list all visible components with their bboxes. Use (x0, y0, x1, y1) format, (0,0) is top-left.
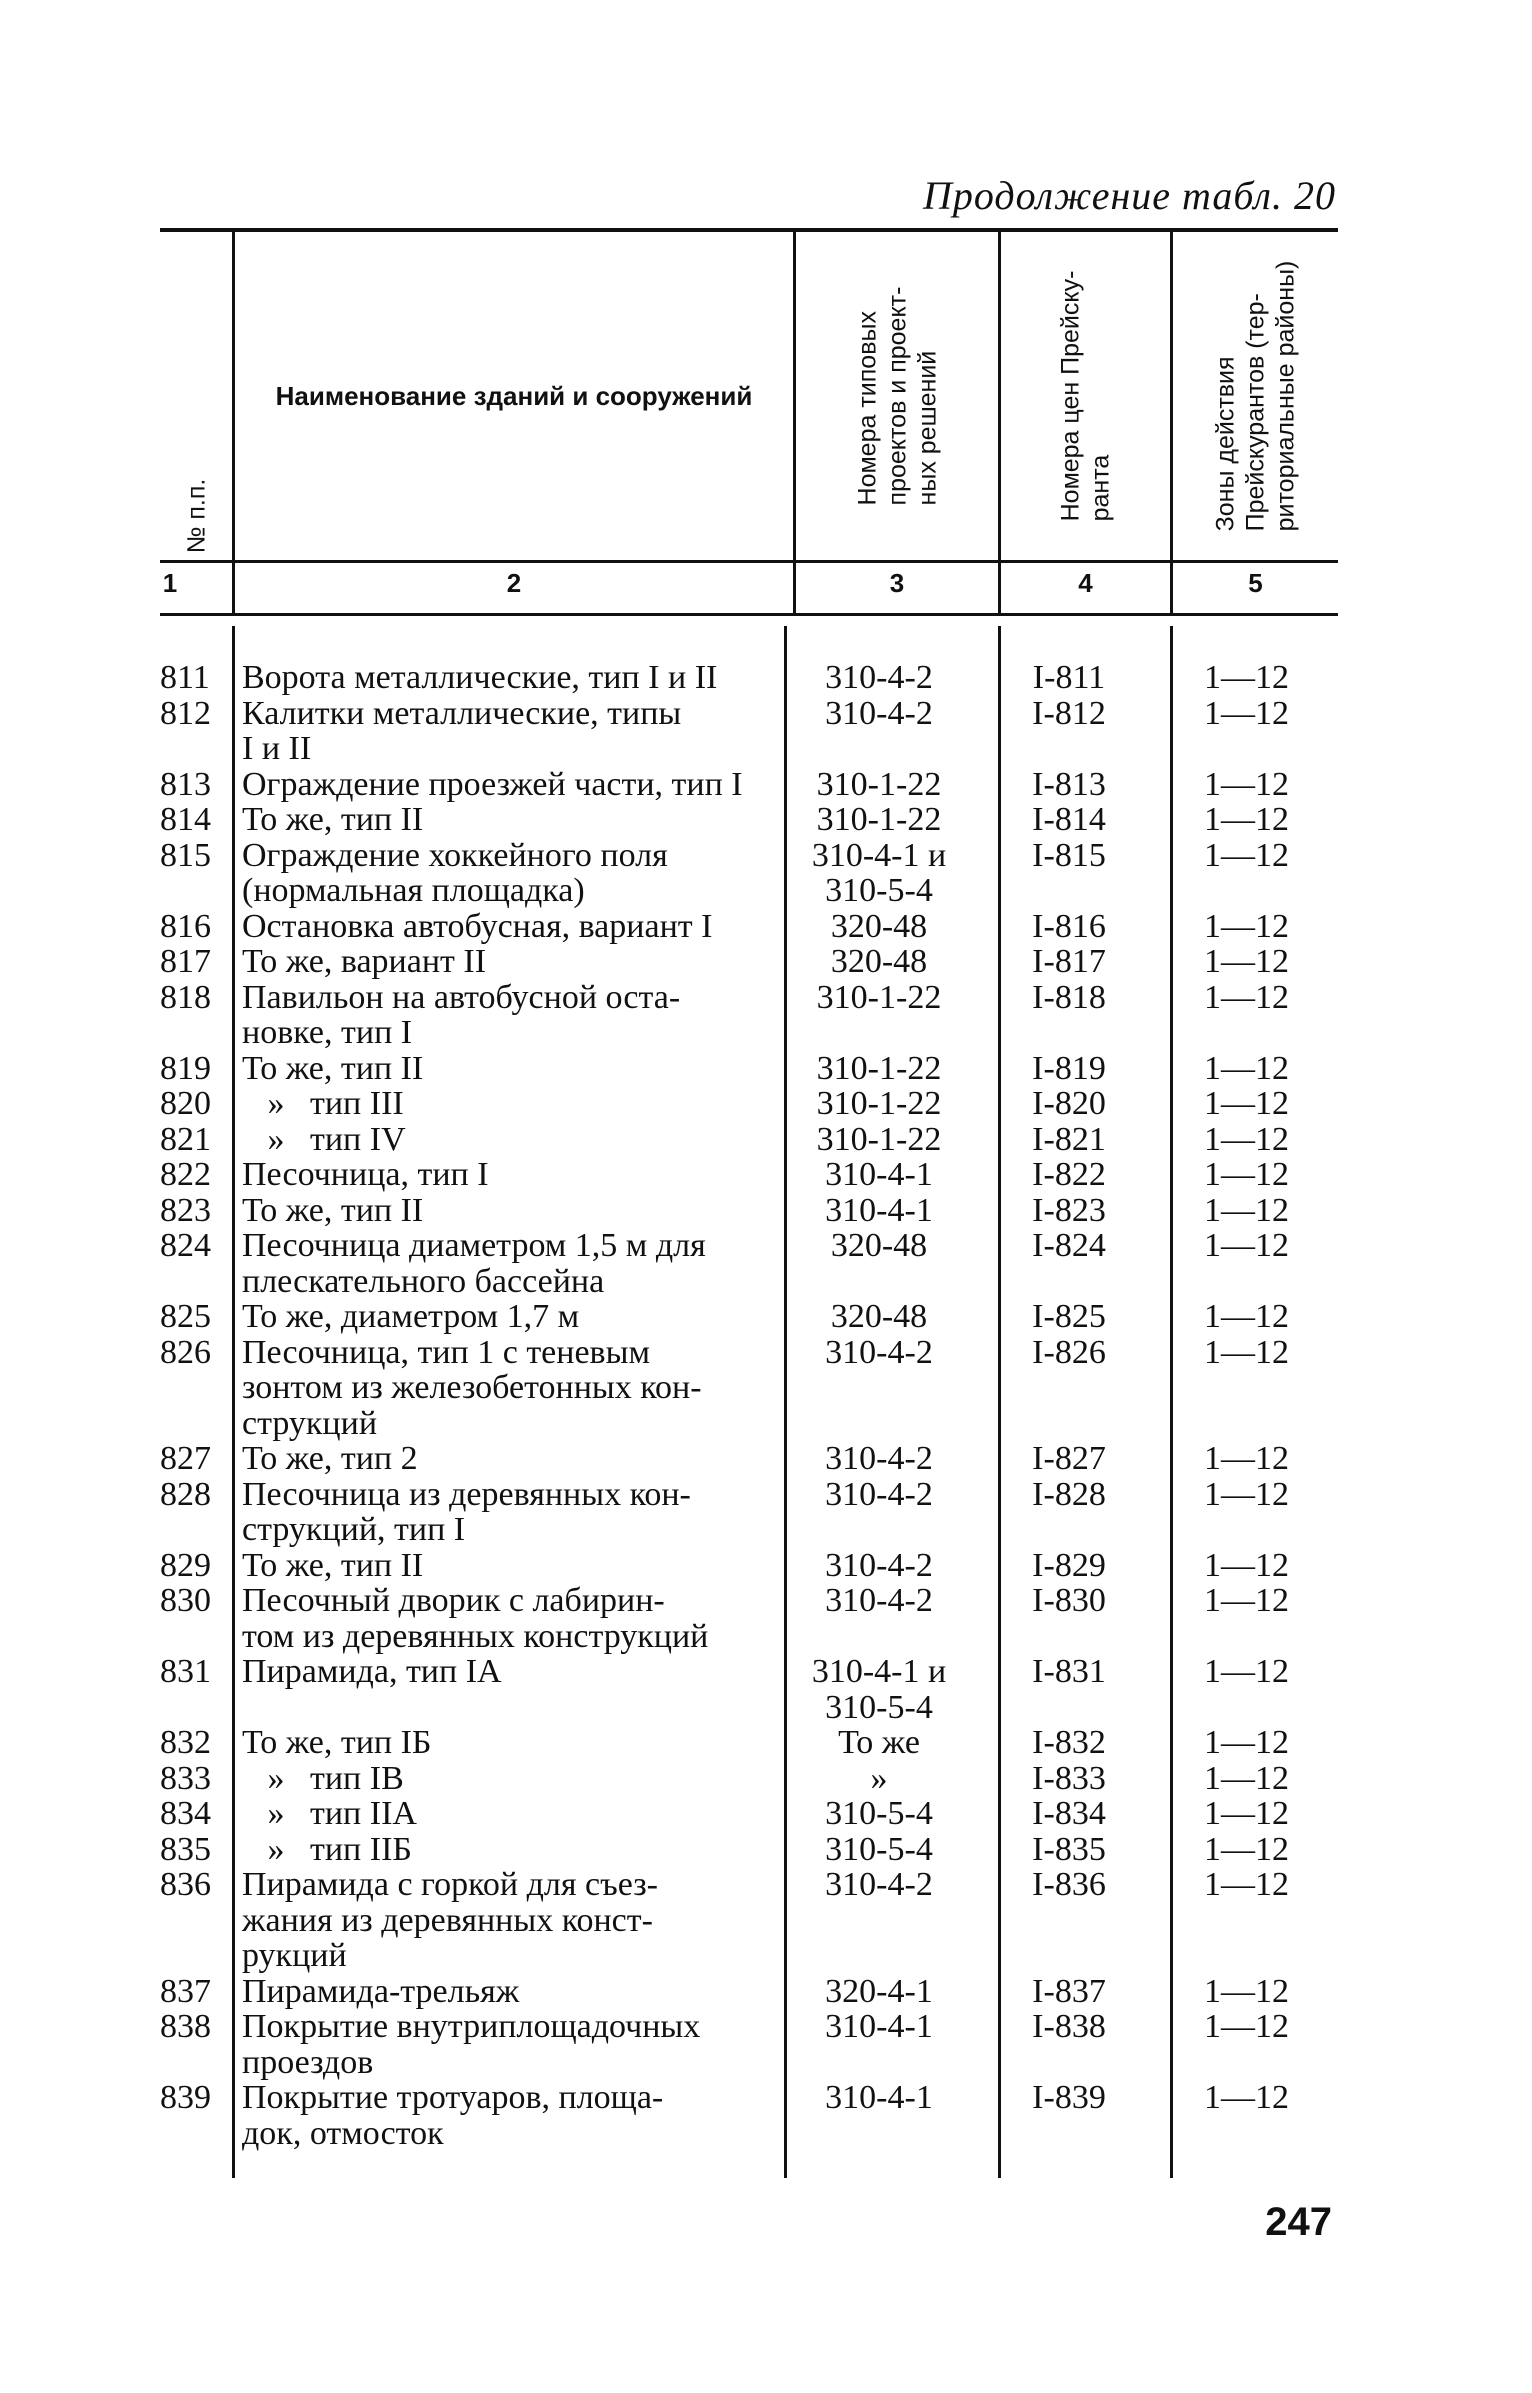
column-number: 3 (889, 568, 905, 598)
table-row (160, 1335, 1338, 1442)
row-name (230, 1441, 775, 1477)
row-zone: 1—12 (1204, 1582, 1289, 1619)
row-zone: 1—12 (1204, 978, 1289, 1016)
column-number: 1 (162, 568, 178, 598)
row-project (775, 1832, 983, 1868)
table-row (160, 696, 1338, 767)
row-zone: 1—12 (1204, 694, 1289, 732)
table-row (160, 1086, 1338, 1122)
row-name (230, 1761, 775, 1797)
row-name-line: Ограждение проезжей части, тип I (242, 765, 743, 803)
row-project-line: 320-48 (830, 943, 928, 980)
row-name-line: То же, тип II (242, 801, 424, 838)
row-name (230, 2080, 775, 2151)
row-project-line: 320-4-1 (825, 1972, 933, 2010)
row-project-line: 310-5-4 (825, 1830, 933, 1868)
table-row (160, 1583, 1338, 1654)
row-price: I-831 (1032, 1653, 1106, 1690)
table-row (160, 1477, 1338, 1548)
table-row (160, 980, 1338, 1051)
row-price: I-818 (1032, 978, 1106, 1016)
row-name (230, 1796, 775, 1832)
row-name (230, 696, 775, 767)
row-project (775, 1299, 983, 1335)
row-project (775, 802, 983, 838)
row-name (230, 1122, 775, 1158)
table-row (160, 1051, 1338, 1087)
row-name-line: Покрытие внутриплощадочных (242, 2008, 701, 2045)
price-table (160, 228, 1338, 2178)
row-project (775, 1051, 983, 1087)
row-project-line: 310-4-1 и (811, 1653, 947, 1690)
row-number: 824 (160, 1227, 211, 1264)
row-project (775, 1796, 983, 1832)
header-zone-line: Прейскурантов (тер- (1241, 293, 1270, 532)
row-name-line: жания из деревянных конст- (242, 1901, 653, 1939)
row-name-line: » тип IB (242, 1759, 404, 1797)
row-name (230, 1725, 775, 1761)
row-number: 830 (160, 1582, 211, 1619)
header-price-label (1056, 271, 1116, 522)
row-name-line: » тип IIБ (242, 1830, 412, 1868)
row-name (230, 1548, 775, 1584)
row-project (775, 1725, 983, 1761)
row-number: 838 (160, 2008, 211, 2045)
row-name-line: То же, тип IБ (242, 1724, 432, 1761)
row-zone: 1—12 (1204, 1830, 1289, 1868)
row-number: 836 (160, 1866, 211, 1903)
row-name-line: Песочный дворик с лабирин- (242, 1582, 665, 1619)
row-name-line: То же, вариант II (242, 943, 487, 980)
row-name-line: проездов (242, 2043, 374, 2081)
row-project-line: 310-1-22 (816, 1120, 942, 1158)
row-number: 834 (160, 1795, 211, 1832)
row-project-line: 310-5-4 (825, 1688, 933, 1726)
row-zone: 1—12 (1204, 1653, 1289, 1690)
row-zone: 1—12 (1204, 1120, 1289, 1158)
row-name (230, 980, 775, 1051)
row-project-line: 310-4-2 (825, 1582, 933, 1619)
header-price-line: Номера цен Прейску- (1056, 270, 1085, 522)
row-project-line: 310-5-4 (825, 1795, 933, 1832)
row-zone: 1—12 (1204, 1475, 1289, 1513)
row-price: I-839 (1032, 2079, 1106, 2116)
row-price: I-820 (1032, 1085, 1106, 1122)
row-zone: 1—12 (1204, 1546, 1289, 1584)
column-number-rule (160, 613, 1338, 616)
row-project (775, 2009, 983, 2045)
row-zone: 1—12 (1204, 1227, 1289, 1264)
row-price: I-835 (1032, 1830, 1106, 1868)
row-name-line: То же, диаметром 1,7 м (242, 1298, 580, 1335)
row-project-line: 310-4-2 (825, 1440, 933, 1477)
row-name (230, 660, 775, 696)
row-price: I-824 (1032, 1227, 1106, 1264)
row-name (230, 1654, 775, 1690)
header-project-line: проектов и проект- (883, 286, 912, 506)
row-name-line: То же, тип 2 (242, 1440, 418, 1477)
row-zone: 1—12 (1204, 1866, 1289, 1903)
row-project (775, 767, 983, 803)
row-name-line: струкций, тип I (242, 1511, 466, 1548)
row-name-line: Пирамида, тип IA (242, 1653, 502, 1690)
row-name (230, 1974, 775, 2010)
row-name-line: » тип IV (242, 1120, 406, 1158)
row-zone: 1—12 (1204, 1191, 1289, 1229)
row-project-line: » (870, 1759, 888, 1797)
header-price (1001, 232, 1170, 560)
row-number: 828 (160, 1475, 211, 1513)
header-project-line: Номера типовых (853, 311, 882, 506)
row-price: I-836 (1032, 1866, 1106, 1903)
table-row (160, 838, 1338, 909)
table-caption: Продолжение табл. 20 (922, 173, 1336, 218)
row-number: 813 (160, 765, 211, 803)
row-name-line: Калитки металлические, типы (242, 694, 682, 732)
header-zone-line: риториальные районы) (1271, 260, 1300, 532)
table-row (160, 1228, 1338, 1299)
row-number: 832 (160, 1724, 211, 1761)
table-row (160, 1832, 1338, 1868)
row-number: 814 (160, 801, 211, 838)
header-zone (1173, 232, 1338, 560)
row-zone: 1—12 (1204, 836, 1289, 874)
row-number: 819 (160, 1049, 211, 1087)
row-project (775, 944, 983, 980)
row-price: I-838 (1032, 2008, 1106, 2045)
row-number: 823 (160, 1191, 211, 1229)
row-zone: 1—12 (1204, 907, 1289, 945)
row-project (775, 909, 983, 945)
column-number: 2 (506, 568, 522, 598)
table-row (160, 1193, 1338, 1229)
row-project-line: 310-1-22 (816, 765, 942, 803)
row-project (775, 1193, 983, 1229)
header-project-line: ных решений (913, 350, 942, 506)
row-name (230, 1867, 775, 1974)
row-name-line: Песочница диаметром 1,5 м для (242, 1227, 706, 1264)
row-name (230, 2009, 775, 2080)
header-name-label: Наименование зданий и сооружений (275, 380, 753, 411)
row-project (775, 696, 983, 732)
row-name-line: » тип III (242, 1085, 404, 1122)
row-number: 827 (160, 1440, 211, 1477)
row-project (775, 1086, 983, 1122)
row-name (230, 802, 775, 838)
row-name-line: плескательного бассейна (242, 1262, 605, 1300)
row-price: I-828 (1032, 1475, 1106, 1513)
row-zone: 1—12 (1204, 1724, 1289, 1761)
row-name-line: Пирамида с горкой для съез- (242, 1866, 658, 1903)
table-row (160, 802, 1338, 838)
row-price: I-819 (1032, 1049, 1106, 1087)
row-zone: 1—12 (1204, 2079, 1289, 2116)
row-price: I-821 (1032, 1120, 1106, 1158)
row-number: 825 (160, 1298, 211, 1335)
row-price: I-822 (1032, 1156, 1106, 1193)
row-name-line: То же, тип II (242, 1546, 424, 1584)
row-name-line: Песочница, тип 1 с теневым (242, 1333, 650, 1371)
row-price: I-830 (1032, 1582, 1106, 1619)
row-project (775, 1654, 983, 1725)
row-project-line: 310-4-1 и (811, 836, 947, 874)
column-number: 5 (1248, 568, 1263, 598)
row-project-line: 310-4-2 (825, 1866, 933, 1903)
row-project-line: 310-4-1 (825, 1191, 933, 1229)
row-name (230, 1228, 775, 1299)
table-row (160, 660, 1338, 696)
row-name (230, 1335, 775, 1442)
row-zone: 1—12 (1204, 2008, 1289, 2045)
row-name-line: I и II (242, 730, 312, 767)
row-number: 821 (160, 1120, 211, 1158)
row-name-line: Ограждение хоккейного поля (242, 836, 668, 874)
row-project (775, 1974, 983, 2010)
row-price: I-817 (1032, 943, 1106, 980)
row-name-line: Покрытие тротуаров, площа- (242, 2079, 664, 2116)
header-zone-line: Зоны действия (1211, 356, 1240, 532)
row-project-line: 320-48 (830, 1298, 928, 1335)
row-project-line: 310-1-22 (816, 1085, 942, 1122)
row-project-line: 320-48 (830, 1227, 928, 1264)
row-number: 826 (160, 1333, 211, 1371)
row-project (775, 1548, 983, 1584)
header-number-label: № п.п. (182, 478, 211, 554)
table-row (160, 1157, 1338, 1193)
row-project-line: 310-4-2 (825, 659, 933, 696)
row-project-line: 310-4-2 (825, 1333, 933, 1371)
row-name (230, 1051, 775, 1087)
row-project-line: 310-1-22 (816, 1049, 942, 1087)
table-row (160, 1725, 1338, 1761)
row-zone: 1—12 (1204, 1298, 1289, 1335)
row-price: I-816 (1032, 907, 1106, 945)
row-name-line: Ворота металлические, тип I и II (242, 659, 718, 696)
row-price: I-823 (1032, 1191, 1106, 1229)
row-price: I-832 (1032, 1724, 1106, 1761)
header-price-line: ранта (1086, 454, 1115, 522)
table-row (160, 1974, 1338, 2010)
row-zone: 1—12 (1204, 943, 1289, 980)
table-row (160, 1122, 1338, 1158)
row-price: I-825 (1032, 1298, 1106, 1335)
row-number: 812 (160, 694, 211, 732)
row-number: 839 (160, 2079, 211, 2116)
row-zone: 1—12 (1204, 1440, 1289, 1477)
row-price: I-811 (1032, 659, 1106, 696)
row-name-line: док, отмосток (242, 2114, 444, 2152)
row-number: 818 (160, 978, 211, 1016)
row-name-line: То же, тип II (242, 1049, 424, 1087)
row-project-line: То же (838, 1724, 920, 1761)
row-name (230, 767, 775, 803)
table-row (160, 1761, 1338, 1797)
row-name-line: (нормальная площадка) (242, 872, 585, 909)
row-zone: 1—12 (1204, 801, 1289, 838)
row-price: I-833 (1032, 1759, 1106, 1797)
row-name-line: » тип IIA (242, 1795, 417, 1832)
table-row (160, 1796, 1338, 1832)
page-number: 247 (1265, 2200, 1332, 2244)
row-name (230, 1157, 775, 1193)
row-project-line: 310-1-22 (816, 978, 942, 1016)
header-rule (160, 560, 1338, 563)
row-name (230, 1583, 775, 1654)
row-name-line: зонтом из железобетонных кон- (242, 1369, 702, 1406)
row-name-line: То же, тип II (242, 1191, 424, 1229)
table-row (160, 1867, 1338, 1974)
row-number: 817 (160, 943, 211, 980)
row-project-line: 310-4-1 (825, 2008, 933, 2045)
header-project (796, 232, 998, 560)
row-name-line: Остановка автобусная, вариант I (242, 907, 713, 945)
row-project-line: 310-5-4 (825, 872, 933, 909)
row-number: 811 (160, 659, 210, 696)
table-row (160, 1654, 1338, 1725)
header-name (235, 232, 793, 560)
table-row (160, 1441, 1338, 1477)
row-zone: 1—12 (1204, 1795, 1289, 1832)
row-number: 829 (160, 1546, 211, 1584)
column-number: 4 (1078, 568, 1093, 598)
row-price: I-812 (1032, 694, 1106, 732)
row-price: I-814 (1032, 801, 1106, 838)
row-price: I-837 (1032, 1972, 1106, 2010)
row-number: 822 (160, 1156, 211, 1193)
row-price: I-829 (1032, 1546, 1106, 1584)
row-zone: 1—12 (1204, 1759, 1289, 1797)
row-number: 815 (160, 836, 211, 874)
row-name (230, 1832, 775, 1868)
row-project (775, 1157, 983, 1193)
row-project-line: 310-1-22 (816, 801, 942, 838)
row-name (230, 909, 775, 945)
row-project-line: 310-4-1 (825, 2079, 933, 2116)
header-zone-label (1211, 261, 1301, 532)
row-project-line: 310-4-2 (825, 694, 933, 732)
table-body (160, 660, 1338, 2151)
row-project-line: 320-48 (830, 907, 928, 945)
table-row (160, 2009, 1338, 2080)
row-zone: 1—12 (1204, 1049, 1289, 1087)
row-zone: 1—12 (1204, 1972, 1289, 2010)
row-name (230, 1086, 775, 1122)
row-project (775, 1477, 983, 1513)
row-name (230, 1299, 775, 1335)
row-project (775, 1867, 983, 1903)
row-project-line: 310-4-2 (825, 1475, 933, 1513)
row-project (775, 1583, 983, 1619)
table-row (160, 2080, 1338, 2151)
header-project-label (852, 287, 942, 506)
row-number: 835 (160, 1830, 211, 1868)
row-name (230, 1193, 775, 1229)
row-project (775, 1335, 983, 1371)
row-price: I-815 (1032, 836, 1106, 874)
row-zone: 1—12 (1204, 1085, 1289, 1122)
row-project (775, 2080, 983, 2116)
row-project (775, 1761, 983, 1797)
row-number: 833 (160, 1759, 211, 1797)
row-project-line: 310-4-2 (825, 1546, 933, 1584)
table-row (160, 909, 1338, 945)
row-name (230, 1477, 775, 1548)
row-name-line: рукций (242, 1937, 347, 1974)
row-price: I-834 (1032, 1795, 1106, 1832)
row-name-line: Пирамида-трельяж (242, 1972, 520, 2010)
row-name-line: струкций (242, 1404, 378, 1442)
row-project (775, 660, 983, 696)
table-row (160, 1299, 1338, 1335)
table-row (160, 1548, 1338, 1584)
row-price: I-813 (1032, 765, 1106, 803)
row-price: I-826 (1032, 1333, 1106, 1371)
row-price: I-827 (1032, 1440, 1106, 1477)
row-project (775, 838, 983, 909)
row-zone: 1—12 (1204, 1333, 1289, 1371)
row-zone: 1—12 (1204, 659, 1289, 696)
row-zone: 1—12 (1204, 1156, 1289, 1193)
row-project-line: 310-4-1 (825, 1156, 933, 1193)
header-number (160, 232, 232, 560)
row-project (775, 1441, 983, 1477)
row-name-line: Павильон на автобусной оста- (242, 978, 681, 1016)
row-project (775, 980, 983, 1016)
row-name (230, 944, 775, 980)
row-number: 820 (160, 1085, 211, 1122)
row-name-line: Песочница, тип I (242, 1156, 489, 1193)
row-name-line: Песочница из деревянных кон- (242, 1475, 691, 1513)
table-row (160, 944, 1338, 980)
row-name-line: новке, тип I (242, 1014, 413, 1051)
row-number: 831 (160, 1653, 211, 1690)
row-name (230, 838, 775, 909)
row-name-line: том из деревянных конструкций (242, 1617, 709, 1655)
row-project (775, 1228, 983, 1264)
row-number: 816 (160, 907, 211, 945)
table-row (160, 767, 1338, 803)
row-zone: 1—12 (1204, 765, 1289, 803)
row-number: 837 (160, 1972, 211, 2010)
row-project (775, 1122, 983, 1158)
